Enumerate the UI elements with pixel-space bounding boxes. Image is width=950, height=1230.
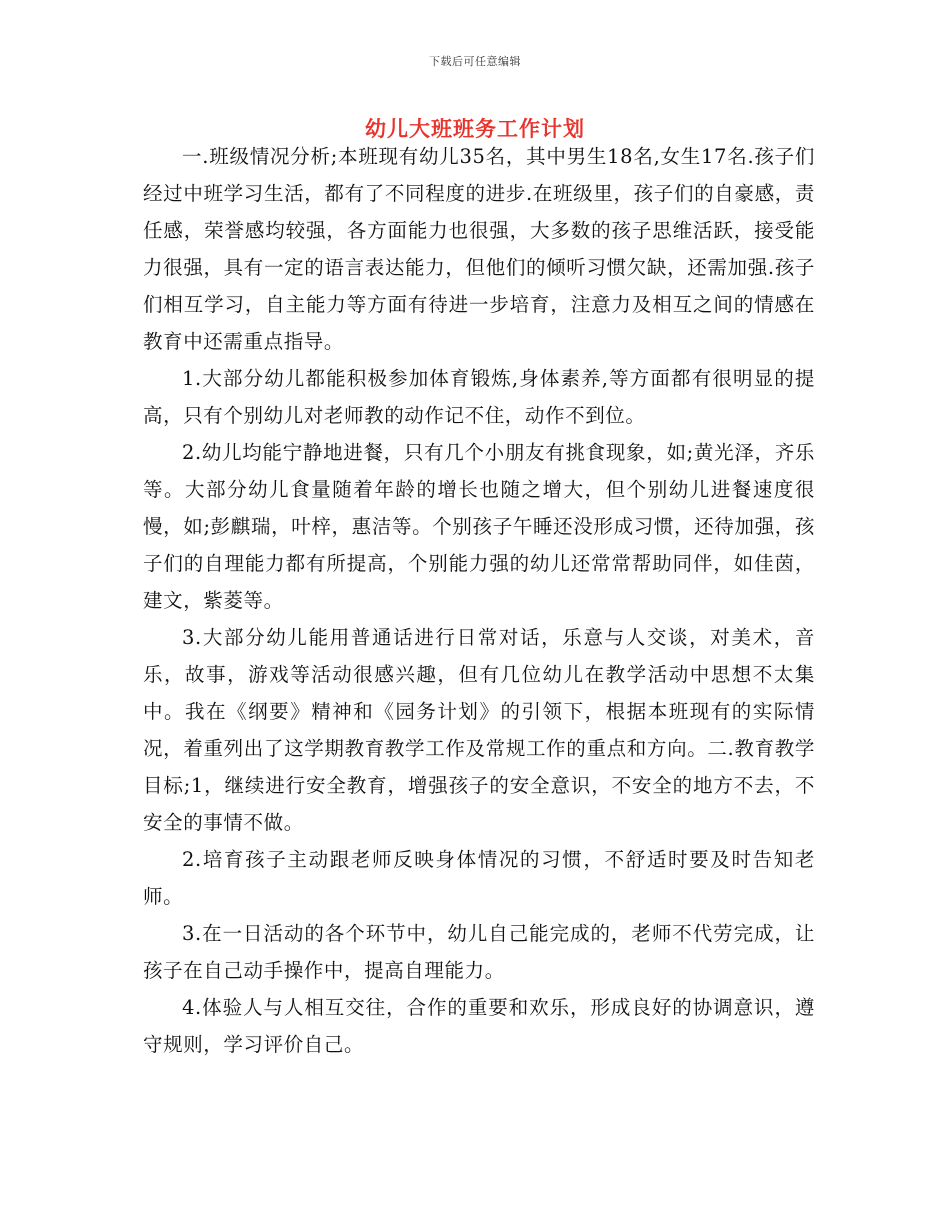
header-note: 下载后可任意编辑 — [429, 55, 521, 68]
paragraph-item-1: 1.大部分幼儿都能积极参加体育锻炼,身体素养,等方面都有很明显的提高，只有个别幼儿对老师教的动作记不住，动作不到位。 — [143, 367, 815, 427]
document-title: 幼儿大班班务工作计划 — [365, 116, 585, 141]
paragraph-goal-3: 3.在一日活动的各个环节中，幼儿自己能完成的，老师不代劳完成，让孩子在自己动手操作中，提高自理能力。 — [143, 922, 815, 982]
paragraph-goal-4: 4.体验人与人相互交往，合作的重要和欢乐，形成良好的协调意识，遵守规则，学习评价自己。 — [143, 996, 815, 1056]
paragraph-class-analysis: 一.班级情况分析;本班现有幼儿35名，其中男生18名,女生17名.孩子们经过中班学习生活，都有了不同程度的进步.在班级里，孩子们的自豪感，责任感，荣誉感均较强，各方面能力也很强，大多数的孩子思维活跃，接受能力很强，具有一定的语言表达能力，但他们的倾听习惯欠缺，还需加强.孩子们相互学习，自主能力等方面有待进一步培育，注意力及相互之间的情感在教育中还需重点指导。 — [143, 145, 815, 353]
paragraph-goal-2: 2.培育孩子主动跟老师反映身体情况的习惯，不舒适时要及时告知老师。 — [143, 848, 815, 908]
paragraph-item-3: 3.大部分幼儿能用普通话进行日常对话，乐意与人交谈，对美术，音乐，故事，游戏等活动很感兴趣，但有几位幼儿在教学活动中思想不太集中。我在《纲要》精神和《园务计划》的引领下，根据本班现有的实际情况，着重列出了这学期教育教学工作及常规工作的重点和方向。二.教育教学目标;1，继续进行安全教育，增强孩子的安全意识，不安全的地方不去，不安全的事情不做。 — [143, 626, 815, 834]
paragraph-item-2: 2.幼儿均能宁静地进餐，只有几个小朋友有挑食现象，如;黄光泽，齐乐等。大部分幼儿食量随着年龄的增长也随之增大，但个别幼儿进餐速度很慢，如;彭麒瑞，叶梓，惠洁等。个别孩子午睡还没形成习惯，还待加强，孩子们的自理能力都有所提高，个别能力强的幼儿还常常帮助同伴，如佳茵，建文，紫菱等。 — [143, 441, 815, 612]
document-body — [143, 138, 815, 1063]
